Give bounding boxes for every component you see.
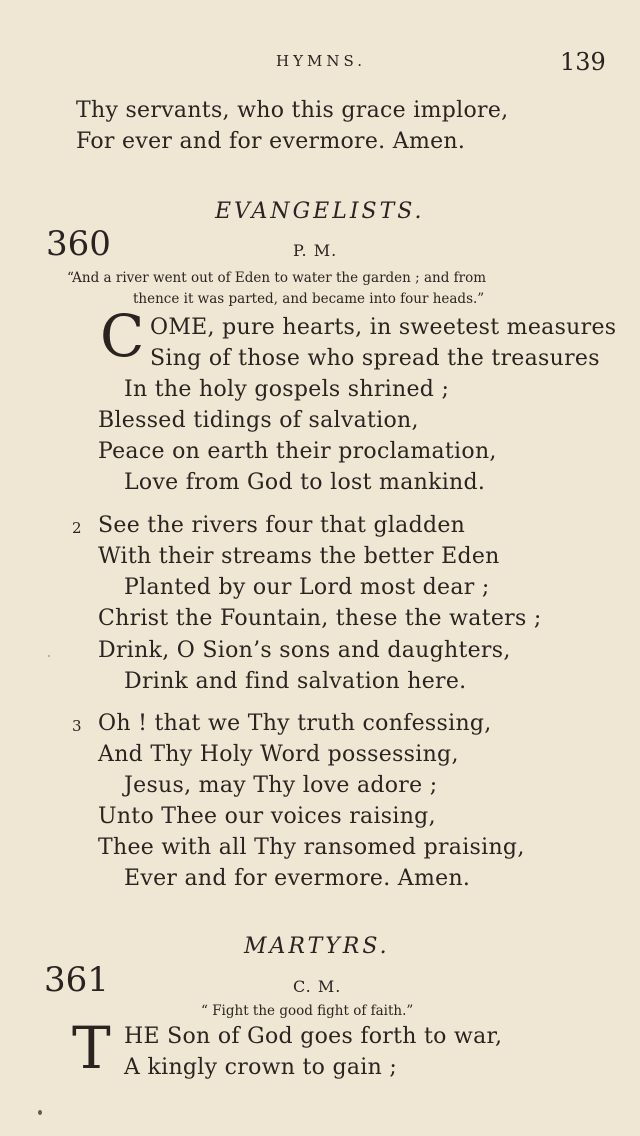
verse-line: Christ the Fountain, these the waters ;: [98, 606, 542, 631]
verse-line: Blessed tidings of salvation,: [98, 408, 419, 433]
paper-speck: [38, 1110, 42, 1115]
page-number: 139: [560, 48, 606, 76]
verse-line: Planted by our Lord most dear ;: [124, 575, 490, 600]
epigraph-line: thence it was parted, and became into four heads.”: [133, 291, 485, 307]
section-heading-martyrs: MARTYRS.: [244, 934, 390, 959]
verse-line: Oh ! that we Thy truth confessing,: [98, 711, 492, 736]
verse-line: In the holy gospels shrined ;: [124, 377, 450, 402]
hymn-number-360: 360: [46, 224, 111, 264]
verse-line: Jesus, may Thy love adore ;: [124, 773, 438, 798]
verse-line: OME, pure hearts, in sweetest measures: [150, 315, 617, 340]
verse-line: Unto Thee our voices raising,: [98, 804, 436, 829]
verse-line: Peace on earth their proclamation,: [98, 439, 497, 464]
verse-number: 3: [72, 717, 82, 735]
verse-line: A kingly crown to gain ;: [124, 1055, 398, 1080]
verse-line: Love from God to lost mankind.: [124, 470, 486, 495]
epigraph-line: “ Fight the good fight of faith.”: [201, 1003, 414, 1019]
dropcap-c: C: [100, 302, 145, 370]
verse-line: See the rivers four that gladden: [98, 513, 466, 538]
running-head: HYMNS.: [276, 52, 366, 70]
prev-hymn-line: For ever and for evermore. Amen.: [76, 129, 466, 154]
verse-number: 2: [72, 519, 82, 537]
prev-hymn-line: Thy servants, who this grace implore,: [76, 98, 509, 123]
verse-line: And Thy Holy Word possessing,: [98, 742, 459, 767]
verse-line: Drink and find salvation here.: [124, 669, 467, 694]
meter-360: P. M.: [293, 241, 338, 260]
epigraph-line: “And a river went out of Eden to water the garden ; and from: [67, 270, 487, 286]
verse-line: With their streams the better Eden: [98, 544, 500, 569]
dropcap-t: T: [72, 1014, 111, 1082]
section-heading-evangelists: EVANGELISTS.: [215, 199, 425, 224]
verse-line: Thee with all Thy ransomed praising,: [98, 835, 525, 860]
hymn-number-361: 361: [44, 960, 109, 1000]
verse-line: Sing of those who spread the treasures: [150, 346, 600, 371]
verse-line: Drink, O Sion’s sons and daughters,: [98, 638, 511, 663]
meter-361: C. M.: [293, 977, 342, 996]
verse-line: HE Son of God goes forth to war,: [124, 1024, 503, 1049]
verse-line: Ever and for evermore. Amen.: [124, 866, 471, 891]
paper-speck: [48, 655, 50, 657]
